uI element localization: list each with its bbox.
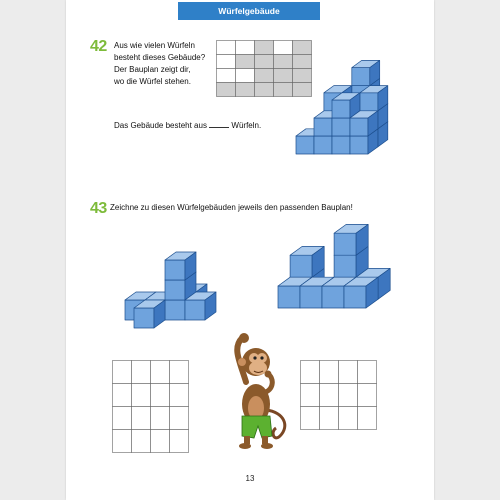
grid-cell[interactable] bbox=[320, 384, 339, 407]
task-43-number: 43 bbox=[90, 200, 107, 217]
grid-cell[interactable] bbox=[113, 361, 132, 384]
monkey-illustration bbox=[220, 322, 298, 450]
grid-cell bbox=[255, 69, 274, 83]
grid-cell bbox=[274, 55, 293, 69]
grid-cell[interactable] bbox=[151, 361, 170, 384]
task-43-cube-building-right bbox=[276, 228, 390, 312]
workbook-page bbox=[66, 0, 434, 500]
answer-blank[interactable] bbox=[209, 119, 229, 128]
task-42-line-2: besteht dieses Gebäude? bbox=[114, 53, 206, 62]
task-43-plan-grid-left[interactable] bbox=[112, 360, 208, 452]
cube bbox=[360, 86, 388, 111]
cube bbox=[352, 60, 380, 85]
cube bbox=[350, 111, 378, 136]
grid-cell[interactable] bbox=[170, 361, 189, 384]
grid-cell[interactable] bbox=[132, 361, 151, 384]
grid-cell bbox=[255, 83, 274, 97]
answer-prefix: Das Gebäude besteht aus bbox=[114, 121, 207, 130]
grid-cell[interactable] bbox=[113, 407, 132, 430]
header-title: Würfelgebäude bbox=[218, 6, 280, 16]
task-42-line-3: Der Bauplan zeigt dir, bbox=[114, 65, 191, 74]
cube bbox=[165, 252, 196, 280]
grid-cell[interactable] bbox=[132, 384, 151, 407]
grid-cell[interactable] bbox=[113, 384, 132, 407]
task-42-line-1: Aus wie vielen Würfeln bbox=[114, 41, 195, 50]
grid-cell[interactable] bbox=[301, 407, 320, 430]
task-43-plan-grid-right[interactable] bbox=[300, 360, 396, 432]
cube bbox=[185, 292, 216, 320]
grid-cell bbox=[217, 83, 236, 97]
grid-cell[interactable] bbox=[358, 384, 377, 407]
grid-cell bbox=[255, 55, 274, 69]
grid-cell bbox=[236, 41, 255, 55]
grid-cell bbox=[236, 55, 255, 69]
grid-cell bbox=[236, 83, 255, 97]
task-43-cube-building-left bbox=[110, 232, 224, 330]
grid-cell bbox=[236, 69, 255, 83]
grid-cell bbox=[217, 41, 236, 55]
grid-cell[interactable] bbox=[339, 384, 358, 407]
task-42-line-4: wo die Würfel stehen. bbox=[114, 77, 191, 86]
answer-suffix: Würfeln. bbox=[231, 121, 262, 130]
grid-cell[interactable] bbox=[301, 361, 320, 384]
grid-cell bbox=[217, 55, 236, 69]
grid-cell[interactable] bbox=[170, 384, 189, 407]
cube bbox=[134, 300, 165, 328]
grid-cell bbox=[255, 41, 274, 55]
grid-cell[interactable] bbox=[358, 361, 377, 384]
grid-cell[interactable] bbox=[320, 361, 339, 384]
grid-cell[interactable] bbox=[170, 430, 189, 453]
grid-cell bbox=[274, 69, 293, 83]
task-43-instruction: Zeichne zu diesen Würfelgebäuden jeweils den passenden Bauplan! bbox=[110, 203, 353, 212]
grid-cell[interactable] bbox=[132, 407, 151, 430]
grid-cell[interactable] bbox=[339, 407, 358, 430]
page-header bbox=[178, 2, 320, 20]
grid-cell[interactable] bbox=[113, 430, 132, 453]
grid-cell[interactable] bbox=[151, 384, 170, 407]
page-number: 13 bbox=[245, 474, 255, 483]
task-42-answer-sentence bbox=[114, 119, 261, 132]
grid-cell[interactable] bbox=[339, 361, 358, 384]
grid-cell[interactable] bbox=[320, 407, 339, 430]
grid-cell[interactable] bbox=[358, 407, 377, 430]
grid-cell[interactable] bbox=[132, 430, 151, 453]
task-42-question bbox=[114, 40, 205, 88]
grid-cell bbox=[274, 83, 293, 97]
grid-cell[interactable] bbox=[151, 430, 170, 453]
grid-cell[interactable] bbox=[170, 407, 189, 430]
grid-cell[interactable] bbox=[151, 407, 170, 430]
task-42-number: 42 bbox=[90, 38, 107, 55]
grid-cell[interactable] bbox=[301, 384, 320, 407]
task-42-cube-building bbox=[294, 44, 404, 156]
grid-cell bbox=[217, 69, 236, 83]
grid-cell bbox=[274, 41, 293, 55]
